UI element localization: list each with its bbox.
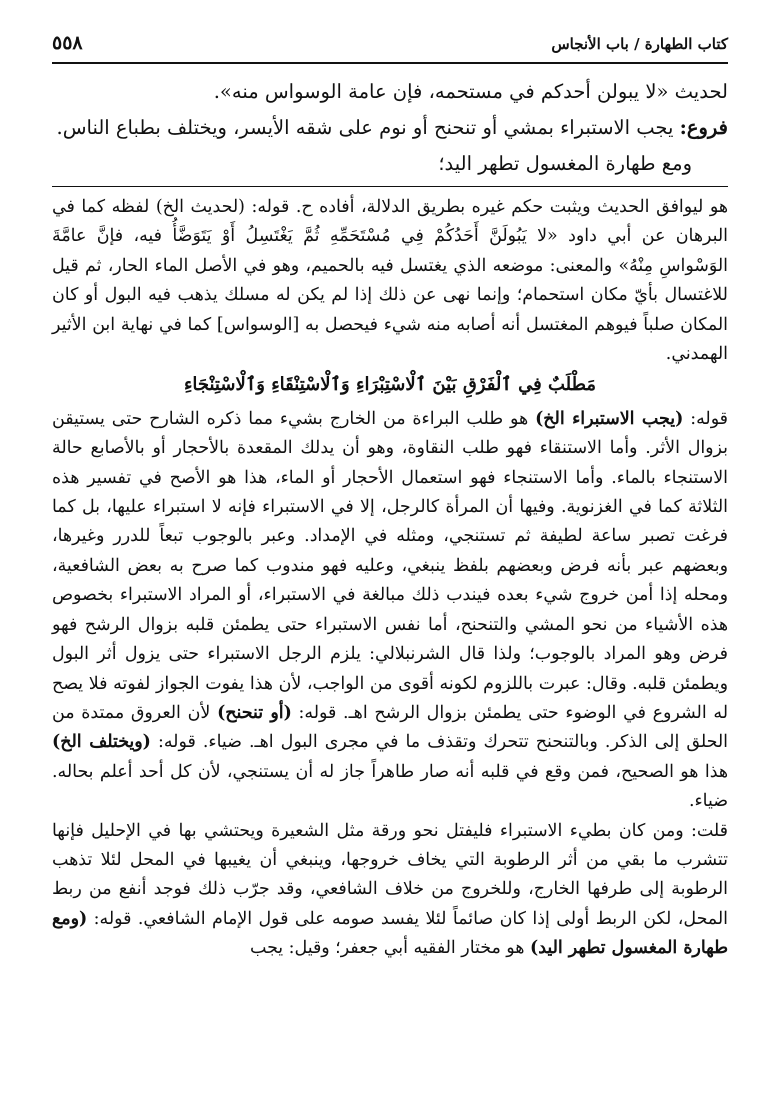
commentary	[52, 193, 728, 964]
commentary-paragraph-1: هو ليوافق الحديث ويثبت حكم غيره بطريق الدلالة، أفاده ح. قوله: (لحديث الخ) لفظه كما في البرهان عن أبي داود «لا يَبُولَنَّ أَحَدُكُمْ فِي مُسْتَحَمِّهِ ثُمَّ يَغْتَسِلُ أَوْ يَتَوَضَّأُ فيه، فإنَّ عامَّةَ الوَسْواسِ مِنْهُ» والمعنى: موضعه الذي يغتسل فيه بالحميم، وهو في الأصل الماء الحار، ثم قيل للاغتسال بأيّ مكان استحمام؛ وإنما نهى عن ذلك إذا لم يكن له مسلك يذهب فيه البول أو كان المكان صلباً فيوهم المغتسل أنه أصابه منه شيء فيحصل به [الوسواس] كما في نهاية ابن الأثير الهمدني.	[52, 197, 728, 365]
commentary-paragraph-3	[52, 817, 728, 964]
p3-text-1: قلت: ومن كان بطيء الاستبراء فليفتل نحو ورقة مثل الشعيرة ويحتشي بها في الإحليل فإنها تتشرب ما بقي من أثر الرطوبة التي يخاف خروجها، وينبغي أن يغيبها في المحل لئلا تذهب الرطوبة إلى طرفها الخارج، وللخروج من خلاف الشافعي، وقد جرّب ذلك فوجد أنفع من ربط المحل، لكن الربط أولى إذا كان صائماً لئلا يفسد صومه على قول الإمام الشافعي. قوله:	[52, 820, 728, 929]
page-number: ٥٥٨	[52, 32, 83, 54]
header-rule	[52, 62, 728, 64]
main-paragraph-furu	[52, 110, 728, 146]
p2-quote-3: (ويختلف الخ)	[52, 732, 151, 753]
commentary-paragraph-2	[52, 405, 728, 817]
running-title: كتاب الطهارة / باب الأنجاس	[551, 35, 728, 53]
p2-text-3: هذا هو الصحيح، فمن وقع في قلبه أنه صار طاهراً جاز له أن يستنجي، لأن كل أحد أعلم بحاله. ضياء.	[52, 761, 728, 812]
p2-lead: قوله:	[683, 408, 728, 429]
section-heading: مَطْلَبٌ فِي ٱلْفَرْقِ بَيْنَ ٱلْاسْتِبْرَاءِ وَٱلْاسْتِنْقَاءِ وَٱلْاسْتِنْجَاءِ	[183, 374, 597, 396]
main-text	[52, 74, 728, 182]
book-page	[52, 32, 728, 964]
p2-text-2: لأن العروق ممتدة من الحلق إلى الذكر. وبالتنحنح تتحرك وتقذف ما في مجرى البول اهـ. ضياء. قوله:	[52, 702, 728, 753]
main-last-line: ومع طهارة المغسول تطهر اليد؛	[438, 152, 692, 175]
furu-text: يجب الاستبراء بمشي أو تنحنح أو نوم على شقه الأيسر، ويختلف بطباع الناس.	[56, 116, 674, 139]
main-commentary-divider	[52, 186, 728, 187]
p3-quote: (ومع طهارة المغسول تطهر اليد)	[52, 908, 728, 959]
page-header	[52, 32, 728, 62]
main-line-hadith: لحديث «لا يبولن أحدكم في مستحمه، فإن عامة الوسواس منه».	[213, 80, 728, 103]
p2-quote-1: (يجب الاستبراء الخ)	[535, 408, 684, 429]
furu-label: فروع:	[679, 116, 728, 139]
p3-text-2: هو مختار الفقيه أبي جعفر؛ وقيل: يجب	[250, 938, 530, 959]
p2-quote-2: (أو تنحنح)	[217, 702, 292, 723]
p2-text-1: هو طلب البراءة من الخارج بشيء مما ذكره الشارح حتى يستيقن بزوال الأثر. وأما الاستنقاء فهو طلب النقاوة، وهو أن يدلك المقعدة بالأحجار أو بالأصابع حالة الاستنجاء بالماء. وأما الاستنجاء فهو استعمال الأحجار أو الماء، هذا هو الأصح في تفسير هذه الثلاثة كما في الغزنوية. وفيها أن المرأة كالرجل، إلا في الاستبراء فإنه لا استبراء عليها، بل كما فرغت تصبر ساعة لطيفة ثم تستنجي، ومثله في الإمداد. وعبر بالوجوب تبعاً للدرر وغيرها، وبعضهم عبر بأنه فرض وبعضهم بلفظ ينبغي، وعليه فهو مندوب كما صرح به بعض الشافعية، ومحله إذا أمن خروج شيء بعده فيندب ذلك مبالغة في الاستبراء، أو المراد الاستبراء بخصوص هذه الأشياء من نحو المشي والتنحنح، أما نفس الاستبراء حتى يطمئن قلبه بزوال الرشح فهو فرض وهو المراد بالوجوب؛ ولذا قال الشرنبلالي: يلزم الرجل الاستبراء حتى يزول أثر البول ويطمئن قلبه. وقال: عبرت باللزوم لكونه أقوى من الواجب، لأن هذا يفوت الجواز لفوته فلا يصح له الشروع في الوضوء حتى يطمئن بزوال الرشح اهـ. قوله:	[52, 408, 729, 723]
